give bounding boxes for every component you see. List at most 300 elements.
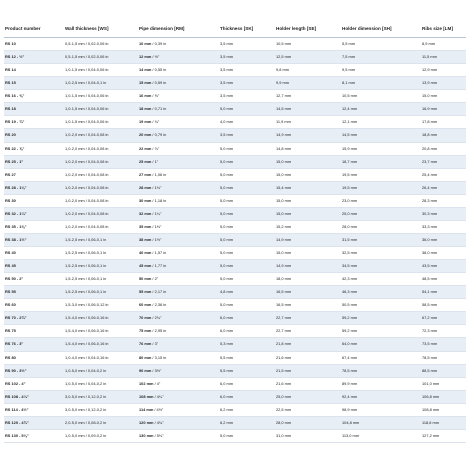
cell-ribs-size: 15,0 mm xyxy=(421,90,466,103)
cell-pipe-dimension xyxy=(138,38,219,51)
cell-product-number: RS 40 xyxy=(4,247,64,260)
cell-holder-length: 14,9 mm xyxy=(275,129,341,142)
pipe-mm-value: 14 mm xyxy=(139,67,152,73)
pipe-in-value: / 1,18 in xyxy=(151,197,167,203)
cell-pipe-dimension xyxy=(138,77,219,90)
cell-holder-length: 21,6 mm xyxy=(275,377,341,390)
cell-holder-length: 14,9 mm xyxy=(275,260,341,273)
pipe-mm-value: 12 mm xyxy=(139,54,152,60)
cell-ribs-size: 23,7 mm xyxy=(421,155,466,168)
cell-holder-dimension: 5,5 mm xyxy=(341,38,421,51)
cell-thickness: 5,0 mm xyxy=(219,207,275,220)
table-row xyxy=(4,194,466,207)
pipe-in-value: / 1⅛" xyxy=(151,184,162,190)
cell-product-number: RS 22 - ⅞" xyxy=(4,142,64,155)
pipe-mm-value: 30 mm xyxy=(139,197,152,203)
cell-product-number: RS 20 xyxy=(4,129,64,142)
cell-holder-length: 25,0 mm xyxy=(275,390,341,403)
cell-thickness: 5,5 mm xyxy=(219,364,275,377)
cell-thickness: 3,5 mm xyxy=(219,77,275,90)
cell-product-number: RS 12 - ½" xyxy=(4,51,64,64)
cell-holder-dimension: 42,3 mm xyxy=(341,273,421,286)
cell-holder-length: 22,5 mm xyxy=(275,403,341,416)
cell-product-number: RS 38 - 1½" xyxy=(4,233,64,246)
cell-holder-dimension: 19,5 mm xyxy=(341,168,421,181)
pipe-mm-value: 102 mm xyxy=(139,380,154,386)
cell-holder-length: 21,5 mm xyxy=(275,364,341,377)
header-wall-thickness: Wall thickness [WS] xyxy=(64,20,138,38)
pipe-in-value: / ¾" xyxy=(151,119,160,125)
cell-thickness: 3,5 mm xyxy=(219,64,275,77)
cell-thickness: 5,0 mm xyxy=(219,247,275,260)
cell-holder-length: 28,0 mm xyxy=(275,416,341,429)
pipe-mm-value: 16 mm xyxy=(139,93,152,99)
cell-holder-dimension: 25,0 mm xyxy=(341,207,421,220)
cell-holder-dimension: 98,9 mm xyxy=(341,403,421,416)
pipe-in-value: / 5⅛" xyxy=(153,432,164,438)
cell-wall-thickness: 3,0-5,0 mm / 0,12-0,2 in xyxy=(64,390,138,403)
cell-thickness: 6,0 mm xyxy=(219,312,275,325)
cell-holder-length: 22,7 mm xyxy=(275,312,341,325)
pipe-in-value: / 2" xyxy=(151,276,159,282)
cell-holder-dimension: 15,9 mm xyxy=(341,142,421,155)
cell-thickness: 3,5 mm xyxy=(219,129,275,142)
pipe-in-value: / 2¾" xyxy=(151,315,162,321)
cell-product-number: RS 50 - 2" xyxy=(4,273,64,286)
cell-holder-dimension: 12,1 mm xyxy=(341,116,421,129)
cell-product-number: RS 90 - 3½" xyxy=(4,364,64,377)
cell-holder-dimension: 8,1 mm xyxy=(341,77,421,90)
cell-product-number: RS 76 - 3" xyxy=(4,338,64,351)
cell-thickness: 5,0 mm xyxy=(219,181,275,194)
pipe-in-value: / 1,77 in xyxy=(151,263,167,269)
cell-ribs-size: 16,9 mm xyxy=(421,103,466,116)
cell-holder-length: 22,7 mm xyxy=(275,325,341,338)
pipe-in-value: / 3" xyxy=(151,341,159,347)
cell-pipe-dimension xyxy=(138,299,219,312)
cell-pipe-dimension xyxy=(138,103,219,116)
table-row xyxy=(4,103,466,116)
cell-product-number: RS 55 xyxy=(4,286,64,299)
cell-thickness: 5,0 mm xyxy=(219,103,275,116)
cell-ribs-size: 20,8 mm xyxy=(421,142,466,155)
pipe-mm-value: 90 mm xyxy=(139,367,152,373)
pipe-in-value: / 1¼" xyxy=(151,210,162,216)
cell-wall-thickness: 2,0-5,0 mm / 0,08-0,2 in xyxy=(64,416,138,429)
table-row xyxy=(4,364,466,377)
pipe-in-value: / 0,59 in xyxy=(151,80,167,86)
cell-holder-length: 15,0 mm xyxy=(275,194,341,207)
cell-holder-dimension: 50,5 mm xyxy=(341,299,421,312)
cell-pipe-dimension xyxy=(138,286,219,299)
pipe-in-value: / 1,06 in xyxy=(151,171,167,177)
cell-holder-dimension: 28,0 mm xyxy=(341,220,421,233)
cell-holder-length: 21,6 mm xyxy=(275,351,341,364)
cell-wall-thickness: 1,0-5,0 mm / 0,04-0,2 in xyxy=(64,364,138,377)
cell-thickness: 6,0 mm xyxy=(219,377,275,390)
cell-wall-thickness: 1,5-4,0 mm / 0,06-0,16 in xyxy=(64,325,138,338)
table-row xyxy=(4,233,466,246)
header-product-number: Product number xyxy=(4,20,64,38)
cell-thickness: 5,0 mm xyxy=(219,299,275,312)
cell-thickness: 5,0 mm xyxy=(219,233,275,246)
cell-pipe-dimension xyxy=(138,64,219,77)
cell-ribs-size: 88,5 mm xyxy=(421,364,466,377)
cell-ribs-size: 58,5 mm xyxy=(421,299,466,312)
cell-thickness: 5,0 mm xyxy=(219,142,275,155)
cell-thickness: 6,2 mm xyxy=(219,403,275,416)
cell-product-number: RS 114 - 4½" xyxy=(4,403,64,416)
cell-holder-dimension: 14,5 mm xyxy=(341,129,421,142)
cell-ribs-size: 48,5 mm xyxy=(421,273,466,286)
header-pipe-dimension: Pipe dimension [RM] xyxy=(138,20,219,38)
cell-thickness: 5,0 mm xyxy=(219,260,275,273)
cell-wall-thickness: 1,5-4,0 mm / 0,06-0,16 in xyxy=(64,312,138,325)
cell-wall-thickness: 0,5-1,5 mm / 0,02-0,06 in xyxy=(64,51,138,64)
pipe-in-value: / 3,15 in xyxy=(151,354,167,360)
pipe-in-value: / 0,71 in xyxy=(151,106,167,112)
table-row xyxy=(4,312,466,325)
cell-thickness: 5,3 mm xyxy=(219,338,275,351)
cell-holder-dimension: 46,3 mm xyxy=(341,286,421,299)
cell-pipe-dimension xyxy=(138,129,219,142)
cell-product-number: RS 120 - 4¾" xyxy=(4,416,64,429)
cell-thickness: 5,0 mm xyxy=(219,155,275,168)
cell-wall-thickness: 1,0-4,0 mm / 0,04-0,16 in xyxy=(64,351,138,364)
cell-product-number: RS 32 - 1¼" xyxy=(4,207,64,220)
cell-product-number: RS 35 - 1⅜" xyxy=(4,220,64,233)
pipe-mm-value: 20 mm xyxy=(139,132,152,138)
pipe-in-value: / 4" xyxy=(153,380,161,386)
pipe-in-value: / 3½" xyxy=(151,367,162,373)
header-thickness: Thickness [SK] xyxy=(219,20,275,38)
cell-holder-dimension: 34,5 mm xyxy=(341,260,421,273)
pipe-in-value: / 0,39 in xyxy=(151,41,167,47)
table-row xyxy=(4,273,466,286)
cell-wall-thickness: 1,0-2,5 mm / 0,04-0,1 in xyxy=(64,77,138,90)
cell-holder-length: 31,0 mm xyxy=(275,429,341,442)
pipe-in-value: / 1⅜" xyxy=(151,223,162,229)
cell-holder-dimension: 18,7 mm xyxy=(341,155,421,168)
cell-ribs-size: 72,3 mm xyxy=(421,325,466,338)
cell-ribs-size: 78,5 mm xyxy=(421,351,466,364)
cell-thickness: 5,5 mm xyxy=(219,351,275,364)
cell-product-number: RS 15 xyxy=(4,77,64,90)
header-row xyxy=(4,20,466,38)
cell-pipe-dimension xyxy=(138,220,219,233)
cell-pipe-dimension xyxy=(138,260,219,273)
pipe-mm-value: 15 mm xyxy=(139,80,152,86)
cell-wall-thickness: 1,5-2,5 mm / 0,06-0,1 in xyxy=(64,260,138,273)
cell-ribs-size: 26,4 mm xyxy=(421,181,466,194)
cell-pipe-dimension xyxy=(138,377,219,390)
cell-ribs-size: 43,5 mm xyxy=(421,260,466,273)
pipe-in-value: / 0,79 in xyxy=(151,132,167,138)
cell-thickness: 6,2 mm xyxy=(219,416,275,429)
cell-pipe-dimension xyxy=(138,116,219,129)
pipe-mm-value: 10 mm xyxy=(139,41,152,47)
cell-wall-thickness: 1,5-2,5 mm / 0,06-0,1 in xyxy=(64,233,138,246)
cell-thickness: 5,0 mm xyxy=(219,429,275,442)
cell-pipe-dimension xyxy=(138,338,219,351)
cell-pipe-dimension xyxy=(138,155,219,168)
table-row xyxy=(4,220,466,233)
cell-wall-thickness: 1,0-1,5 mm / 0,04-0,06 in xyxy=(64,103,138,116)
table-row xyxy=(4,155,466,168)
cell-holder-dimension: 31,5 mm xyxy=(341,233,421,246)
table-row xyxy=(4,429,466,442)
cell-ribs-size: 106,8 mm xyxy=(421,390,466,403)
cell-pipe-dimension xyxy=(138,312,219,325)
pipe-in-value: / 4¼" xyxy=(153,393,164,399)
cell-pipe-dimension xyxy=(138,273,219,286)
cell-holder-length: 15,0 mm xyxy=(275,247,341,260)
pipe-in-value: / 0,55 in xyxy=(151,67,167,73)
cell-product-number: RS 108 - 4¼" xyxy=(4,390,64,403)
pipe-mm-value: 19 mm xyxy=(139,119,152,125)
pipe-mm-value: 38 mm xyxy=(139,236,152,242)
cell-wall-thickness: 1,5-4,0 mm / 0,06-0,16 in xyxy=(64,338,138,351)
pipe-mm-value: 35 mm xyxy=(139,223,152,229)
cell-ribs-size: 101,0 mm xyxy=(421,377,466,390)
cell-wall-thickness: 1,0-1,5 mm / 0,04-0,06 in xyxy=(64,90,138,103)
cell-product-number: RS 28 - 1⅛" xyxy=(4,181,64,194)
cell-pipe-dimension xyxy=(138,390,219,403)
cell-holder-length: 9,8 mm xyxy=(275,64,341,77)
cell-thickness: 5,0 mm xyxy=(219,220,275,233)
pipe-mm-value: 32 mm xyxy=(139,210,152,216)
cell-pipe-dimension xyxy=(138,233,219,246)
table-row xyxy=(4,207,466,220)
cell-ribs-size: 11,5 mm xyxy=(421,51,466,64)
cell-holder-dimension: 32,5 mm xyxy=(341,247,421,260)
cell-wall-thickness: 1,0-2,0 mm / 0,04-0,08 in xyxy=(64,220,138,233)
pipe-mm-value: 108 mm xyxy=(139,393,154,399)
pipe-in-value: / ⅝" xyxy=(151,93,160,99)
table-row xyxy=(4,260,466,273)
cell-holder-length: 21,8 mm xyxy=(275,338,341,351)
cell-pipe-dimension xyxy=(138,142,219,155)
pipe-mm-value: 70 mm xyxy=(139,315,152,321)
pipe-mm-value: 40 mm xyxy=(139,250,152,256)
table-row xyxy=(4,403,466,416)
table-row xyxy=(4,181,466,194)
cell-holder-length: 16,5 mm xyxy=(275,299,341,312)
table-row xyxy=(4,168,466,181)
cell-wall-thickness: 1,0-2,0 mm / 0,04-0,08 in xyxy=(64,194,138,207)
table-row xyxy=(4,142,466,155)
header-holder-length: Holder length [SE] xyxy=(275,20,341,38)
cell-holder-dimension: 12,4 mm xyxy=(341,103,421,116)
cell-wall-thickness: 1,0-1,5 mm / 0,04-0,06 in xyxy=(64,116,138,129)
cell-ribs-size: 54,1 mm xyxy=(421,286,466,299)
cell-product-number: RS 30 xyxy=(4,194,64,207)
cell-product-number: RS 10 xyxy=(4,38,64,51)
cell-holder-dimension: 7,5 mm xyxy=(341,51,421,64)
cell-product-number: RS 25 - 1" xyxy=(4,155,64,168)
cell-product-number: RS 16 - ⅝" xyxy=(4,90,64,103)
cell-wall-thickness: 1,5-3,0 mm / 0,06-0,12 in xyxy=(64,299,138,312)
cell-wall-thickness: 1,0-2,0 mm / 0,04-0,08 in xyxy=(64,155,138,168)
pipe-mm-value: 60 mm xyxy=(139,302,152,308)
pipe-in-value: / 4¾" xyxy=(153,419,164,425)
cell-holder-length: 14,9 mm xyxy=(275,233,341,246)
cell-thickness: 5,0 mm xyxy=(219,194,275,207)
cell-holder-dimension: 89,9 mm xyxy=(341,377,421,390)
table-row xyxy=(4,325,466,338)
table-row xyxy=(4,377,466,390)
cell-ribs-size: 8,9 mm xyxy=(421,38,466,51)
table-row xyxy=(4,338,466,351)
cell-product-number: RS 19 - ¾" xyxy=(4,116,64,129)
pipe-in-value: / 2,95 in xyxy=(151,328,167,334)
cell-holder-length: 12,5 mm xyxy=(275,51,341,64)
pipe-in-value: / 1" xyxy=(151,158,159,164)
pipe-mm-value: 55 mm xyxy=(139,289,152,295)
pipe-mm-value: 50 mm xyxy=(139,276,152,282)
cell-holder-dimension: 59,2 mm xyxy=(341,325,421,338)
cell-ribs-size: 28,3 mm xyxy=(421,194,466,207)
cell-wall-thickness: 1,0-2,0 mm / 0,04-0,08 in xyxy=(64,168,138,181)
cell-holder-length: 16,5 mm xyxy=(275,286,341,299)
cell-pipe-dimension xyxy=(138,194,219,207)
pipe-mm-value: 25 mm xyxy=(139,158,152,164)
table-row xyxy=(4,129,466,142)
cell-ribs-size: 33,3 mm xyxy=(421,220,466,233)
cell-thickness: 4,0 mm xyxy=(219,116,275,129)
cell-pipe-dimension xyxy=(138,181,219,194)
header-holder-dimension: Holder dimension [SH] xyxy=(341,20,421,38)
table-row xyxy=(4,38,466,51)
cell-pipe-dimension xyxy=(138,364,219,377)
cell-thickness: 3,5 mm xyxy=(219,90,275,103)
cell-holder-length: 15,4 mm xyxy=(275,181,341,194)
cell-holder-length: 15,0 mm xyxy=(275,207,341,220)
pipe-in-value: / 1½" xyxy=(151,236,162,242)
table-row xyxy=(4,416,466,429)
pipe-mm-value: 80 mm xyxy=(139,354,152,360)
header-ribs-size: Ribs size [LM] xyxy=(421,20,466,38)
cell-pipe-dimension xyxy=(138,168,219,181)
cell-wall-thickness: 1,0-2,0 mm / 0,04-0,08 in xyxy=(64,142,138,155)
cell-ribs-size: 127,2 mm xyxy=(421,429,466,442)
cell-holder-dimension: 67,4 mm xyxy=(341,351,421,364)
cell-wall-thickness: 1,5-2,5 mm / 0,06-0,1 in xyxy=(64,247,138,260)
cell-product-number: RS 14 xyxy=(4,64,64,77)
cell-pipe-dimension xyxy=(138,90,219,103)
pipe-mm-value: 120 mm xyxy=(139,419,154,425)
pipe-in-value: / ½" xyxy=(151,54,160,60)
pipe-mm-value: 18 mm xyxy=(139,106,152,112)
table-row xyxy=(4,51,466,64)
cell-wall-thickness: 1,0-2,0 mm / 0,04-0,08 in xyxy=(64,207,138,220)
cell-ribs-size: 38,0 mm xyxy=(421,247,466,260)
cell-holder-dimension: 64,0 mm xyxy=(341,338,421,351)
table-row xyxy=(4,77,466,90)
cell-thickness: 6,0 mm xyxy=(219,325,275,338)
pipe-mm-value: 75 mm xyxy=(139,328,152,334)
cell-ribs-size: 17,8 mm xyxy=(421,116,466,129)
cell-pipe-dimension xyxy=(138,351,219,364)
cell-holder-length: 18,0 mm xyxy=(275,273,341,286)
cell-product-number: RS 18 xyxy=(4,103,64,116)
cell-holder-length: 14,5 mm xyxy=(275,103,341,116)
cell-pipe-dimension xyxy=(138,403,219,416)
cell-ribs-size: 12,9 mm xyxy=(421,64,466,77)
cell-holder-dimension: 9,5 mm xyxy=(341,64,421,77)
cell-product-number: RS 130 - 5⅛" xyxy=(4,429,64,442)
table-row xyxy=(4,390,466,403)
cell-pipe-dimension xyxy=(138,51,219,64)
cell-holder-dimension: 19,5 mm xyxy=(341,181,421,194)
cell-product-number: RS 45 xyxy=(4,260,64,273)
cell-product-number: RS 80 xyxy=(4,351,64,364)
table-row xyxy=(4,351,466,364)
cell-ribs-size: 30,3 mm xyxy=(421,207,466,220)
cell-ribs-size: 67,2 mm xyxy=(421,312,466,325)
pipe-mm-value: 22 mm xyxy=(139,145,152,151)
cell-thickness: 4,8 mm xyxy=(219,286,275,299)
cell-wall-thickness: 1,0-2,0 mm / 0,04-0,08 in xyxy=(64,181,138,194)
cell-ribs-size: 108,8 mm xyxy=(421,403,466,416)
cell-holder-length: 12,7 mm xyxy=(275,90,341,103)
cell-wall-thickness: 0,5-1,5 mm / 0,02-0,06 in xyxy=(64,38,138,51)
cell-wall-thickness: 1,0-5,0 mm / 0,04-0,2 in xyxy=(64,377,138,390)
cell-thickness: 3,5 mm xyxy=(219,38,275,51)
cell-holder-length: 11,9 mm xyxy=(275,116,341,129)
cell-holder-length: 15,2 mm xyxy=(275,220,341,233)
cell-product-number: RS 102 - 4" xyxy=(4,377,64,390)
cell-ribs-size: 18,8 mm xyxy=(421,129,466,142)
cell-ribs-size: 13,9 mm xyxy=(421,77,466,90)
pipe-mm-value: 130 mm xyxy=(139,432,154,438)
cell-ribs-size: 36,0 mm xyxy=(421,233,466,246)
pipe-in-value: / 2,17 in xyxy=(151,289,167,295)
cell-holder-dimension: 10,5 mm xyxy=(341,90,421,103)
pipe-in-value: / ⅞" xyxy=(151,145,160,151)
cell-wall-thickness: 1,0-1,5 mm / 0,04-0,06 in xyxy=(64,64,138,77)
cell-holder-length: 15,0 mm xyxy=(275,155,341,168)
cell-pipe-dimension xyxy=(138,416,219,429)
cell-wall-thickness: 1,0-5,0 mm / 0,09-0,2 in xyxy=(64,429,138,442)
pipe-mm-value: 27 mm xyxy=(139,171,152,177)
cell-pipe-dimension xyxy=(138,429,219,442)
cell-holder-length: 15,0 mm xyxy=(275,168,341,181)
pipe-in-value: / 4½" xyxy=(153,406,164,412)
cell-wall-thickness: 1,0-2,0 mm / 0,04-0,08 in xyxy=(64,129,138,142)
table-row xyxy=(4,286,466,299)
cell-holder-dimension: 78,5 mm xyxy=(341,364,421,377)
cell-pipe-dimension xyxy=(138,207,219,220)
cell-thickness: 6,0 mm xyxy=(219,390,275,403)
cell-holder-dimension: 92,4 mm xyxy=(341,390,421,403)
cell-pipe-dimension xyxy=(138,325,219,338)
cell-holder-length: 10,5 mm xyxy=(275,38,341,51)
cell-ribs-size: 118,6 mm xyxy=(421,416,466,429)
cell-wall-thickness: 3,0-5,0 mm / 0,12-0,2 in xyxy=(64,403,138,416)
spec-table xyxy=(4,20,466,443)
pipe-mm-value: 28 mm xyxy=(139,184,152,190)
cell-holder-length: 14,8 mm xyxy=(275,142,341,155)
cell-holder-dimension: 104,8 mm xyxy=(341,416,421,429)
cell-thickness: 5,0 mm xyxy=(219,273,275,286)
cell-ribs-size: 73,5 mm xyxy=(421,338,466,351)
cell-thickness: 3,5 mm xyxy=(219,51,275,64)
cell-product-number: RS 70 - 2¾" xyxy=(4,312,64,325)
table-row xyxy=(4,116,466,129)
pipe-in-value: / 2,36 in xyxy=(151,302,167,308)
cell-product-number: RS 60 xyxy=(4,299,64,312)
